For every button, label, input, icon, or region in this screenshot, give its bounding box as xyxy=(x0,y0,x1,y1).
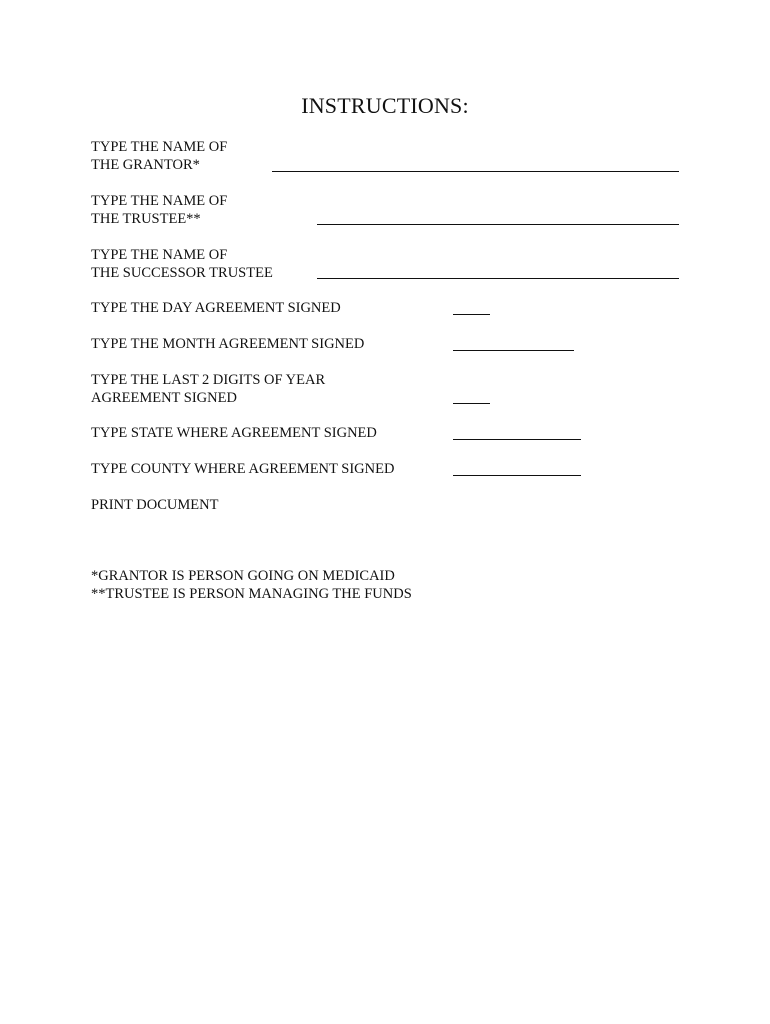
month-field[interactable] xyxy=(453,350,574,351)
trustee-label-line1: TYPE THE NAME OF xyxy=(91,193,228,209)
grantor-name-field[interactable] xyxy=(272,171,679,172)
successor-trustee-label-line2: THE SUCCESSOR TRUSTEE xyxy=(91,265,273,281)
grantor-label-line1: TYPE THE NAME OF xyxy=(91,139,228,155)
successor-trustee-label-line1: TYPE THE NAME OF xyxy=(91,247,228,263)
successor-trustee-name-field[interactable] xyxy=(317,278,679,279)
trustee-label xyxy=(91,192,227,228)
grantor-label xyxy=(91,138,227,174)
year-label-line2: AGREEMENT SIGNED xyxy=(91,390,237,406)
year-label-line1: TYPE THE LAST 2 DIGITS OF YEAR xyxy=(91,372,326,388)
state-field[interactable] xyxy=(453,439,581,440)
day-label: TYPE THE DAY AGREEMENT SIGNED xyxy=(91,300,341,316)
trustee-name-field[interactable] xyxy=(317,224,679,225)
print-document-button[interactable]: PRINT DOCUMENT xyxy=(91,497,219,513)
county-label: TYPE COUNTY WHERE AGREEMENT SIGNED xyxy=(91,461,395,477)
day-field[interactable] xyxy=(453,314,490,315)
footnote-grantor: *GRANTOR IS PERSON GOING ON MEDICAID xyxy=(91,568,395,584)
state-label: TYPE STATE WHERE AGREEMENT SIGNED xyxy=(91,425,377,441)
trustee-label-line2: THE TRUSTEE** xyxy=(91,211,201,227)
successor-trustee-label xyxy=(91,246,273,282)
year-label xyxy=(91,371,325,407)
footnote-trustee: **TRUSTEE IS PERSON MANAGING THE FUNDS xyxy=(91,586,412,602)
page-title: INSTRUCTIONS: xyxy=(301,93,469,118)
month-label: TYPE THE MONTH AGREEMENT SIGNED xyxy=(91,336,365,352)
county-field[interactable] xyxy=(453,475,581,476)
year-field[interactable] xyxy=(453,403,490,404)
grantor-label-line2: THE GRANTOR* xyxy=(91,157,200,173)
